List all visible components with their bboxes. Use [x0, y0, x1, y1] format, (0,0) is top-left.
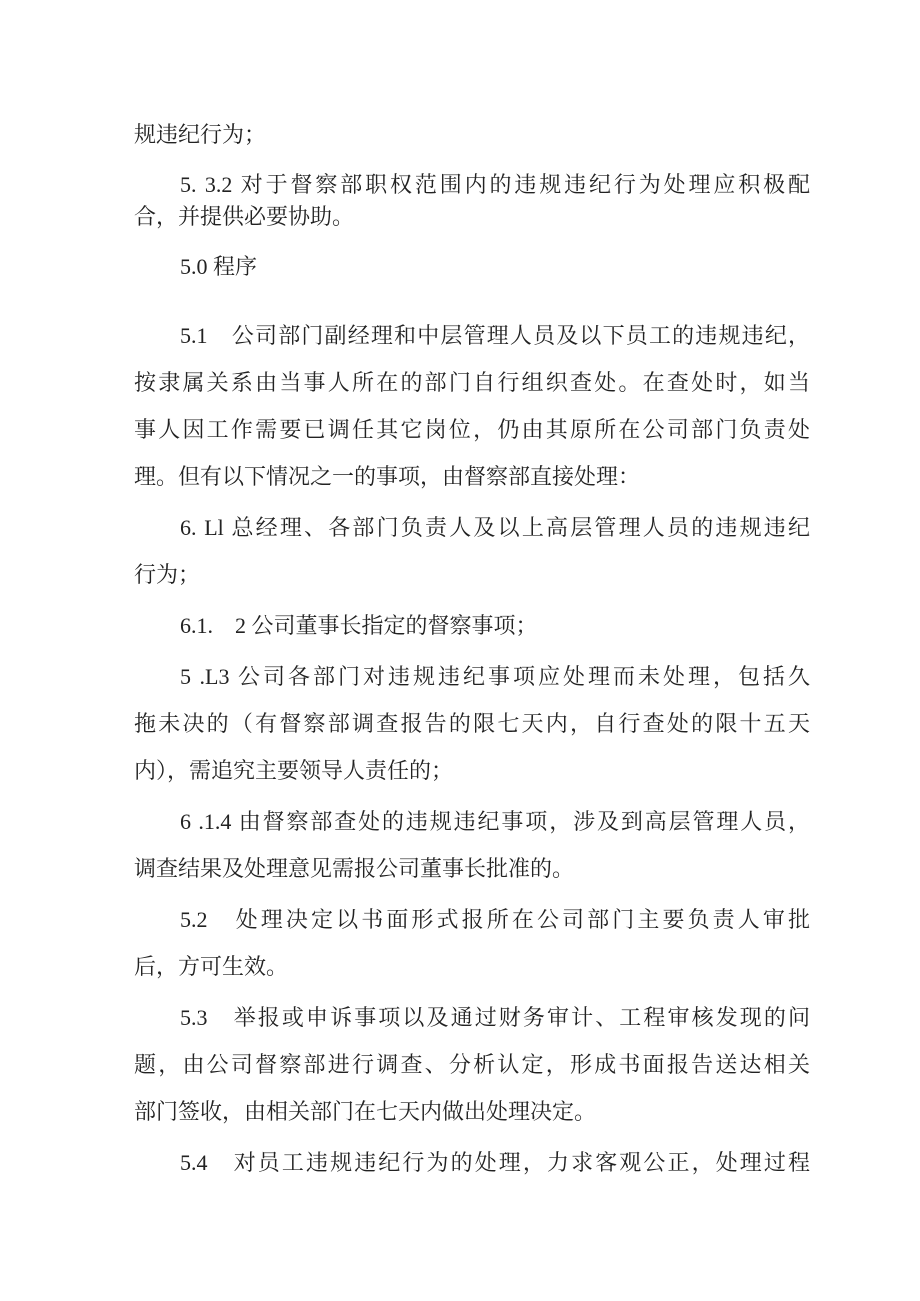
para-5-1: [134, 312, 810, 500]
text-line: 按隶属关系由当事人所在的部门自行组织查处。在查处时，如当: [134, 370, 810, 395]
para-5-3-2: [134, 169, 810, 233]
text-line: 5 .L3 公司各部门对违规违纪事项应处理而未处理，包括久: [180, 664, 810, 689]
text-line: 调查结果及处理意见需报公司董事长批准的。: [134, 856, 575, 881]
text-line: 5.4 对员工违规违纪行为的处理，力求客观公正，处理过程: [180, 1150, 810, 1175]
text-line: 5.1 公司部门副经理和中层管理人员及以下员工的违规违纪，: [180, 323, 810, 348]
text-line: 6 .1.4 由督察部查处的违规违纪事项，涉及到高层管理人员，: [180, 809, 810, 834]
para-continuation-top: [134, 119, 810, 151]
para-6-l1: [134, 504, 810, 598]
text-line: 规违纪行为；: [134, 122, 267, 147]
text-line: 题，由公司督察部进行调查、分析认定，形成书面报告送达相关: [134, 1052, 810, 1077]
para-6-1-4: [134, 798, 810, 892]
text-line: 理。但有以下情况之一的事项，由督察部直接处理：: [134, 464, 641, 489]
text-line: 行为；: [134, 562, 201, 587]
para-5-4: [134, 1139, 810, 1186]
document-text-block: [134, 119, 810, 1186]
text-line: 6.1. 2 公司董事长指定的督察事项；: [180, 613, 538, 638]
para-5-0-heading: [134, 251, 810, 283]
para-5-l3: [134, 653, 810, 794]
text-line: 内），需追究主要领导人责任的；: [134, 758, 454, 783]
text-line: 后，方可生效。: [134, 954, 289, 979]
text-line: 6. Ll 总经理、各部门负责人及以上高层管理人员的违规违纪: [180, 515, 810, 540]
text-line: 拖未决的（有督察部调查报告的限七天内，自行查处的限十五天: [134, 711, 810, 736]
text-line: 5.2 处理决定以书面形式报所在公司部门主要负责人审批: [180, 907, 810, 932]
para-5-2: [134, 896, 810, 990]
text-line: 部门签收，由相关部门在七天内做出处理决定。: [134, 1099, 597, 1124]
text-line: 事人因工作需要已调任其它岗位，仍由其原所在公司部门负责处: [134, 417, 810, 442]
text-line: 5. 3.2 对于督察部职权范围内的违规违纪行为处理应积极配: [180, 172, 810, 197]
para-5-3: [134, 994, 810, 1135]
text-line: 合，并提供必要协助。: [134, 204, 355, 229]
text-line: 5.0 程序: [180, 254, 258, 279]
para-6-1-2: [134, 602, 810, 649]
text-line: 5.3 举报或申诉事项以及通过财务审计、工程审核发现的问: [180, 1005, 810, 1030]
